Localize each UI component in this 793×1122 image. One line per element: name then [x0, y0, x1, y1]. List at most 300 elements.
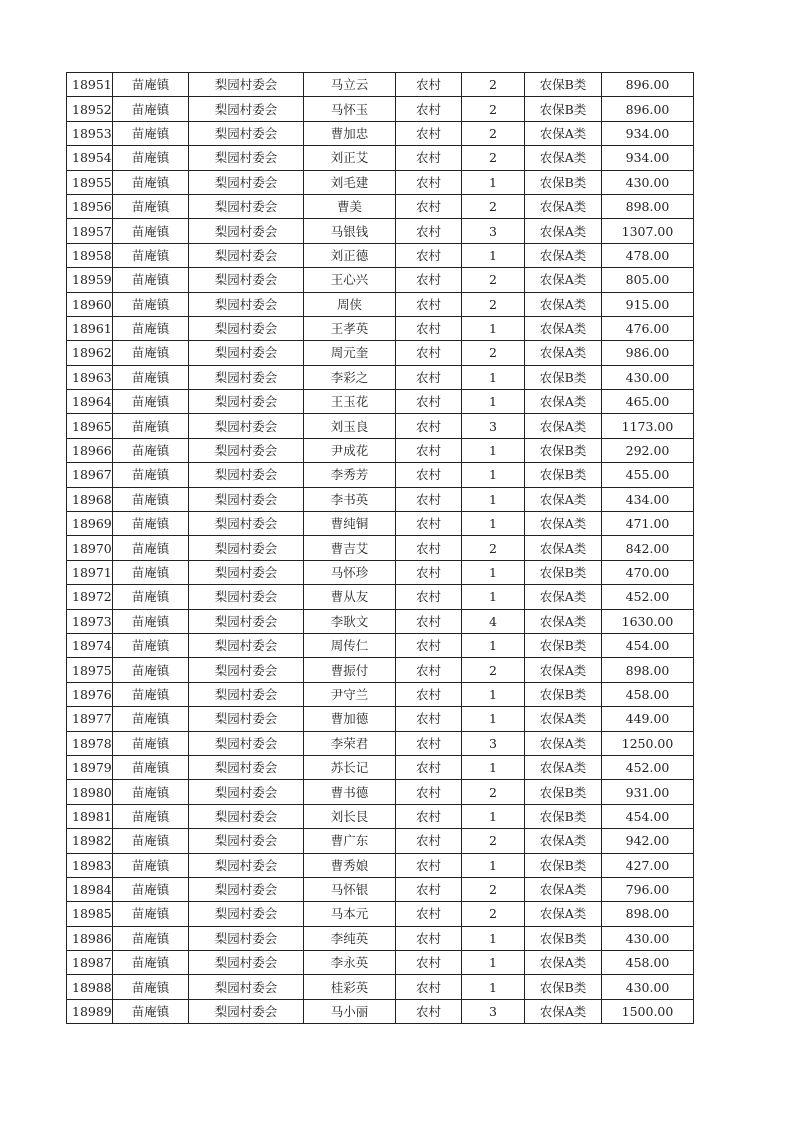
table-row	[67, 438, 694, 462]
table-row	[67, 804, 694, 828]
household-count-cell: 2	[462, 268, 525, 292]
town-cell: 苗庵镇	[113, 999, 189, 1023]
insurance-category-cell: 农保A类	[525, 194, 602, 218]
amount-cell: 934.00	[602, 121, 694, 145]
amount-cell: 470.00	[602, 560, 694, 584]
row-id-cell: 18970	[67, 536, 113, 560]
person-name-cell: 刘长艮	[304, 804, 396, 828]
row-id-cell: 18981	[67, 804, 113, 828]
amount-cell: 454.00	[602, 633, 694, 657]
table-row	[67, 365, 694, 389]
person-name-cell: 马小丽	[304, 999, 396, 1023]
table-row	[67, 731, 694, 755]
village-committee-cell: 梨园村委会	[189, 97, 304, 121]
village-committee-cell: 梨园村委会	[189, 804, 304, 828]
town-cell: 苗庵镇	[113, 73, 189, 97]
village-committee-cell: 梨园村委会	[189, 170, 304, 194]
insurance-category-cell: 农保A类	[525, 243, 602, 267]
village-committee-cell: 梨园村委会	[189, 341, 304, 365]
town-cell: 苗庵镇	[113, 560, 189, 584]
insurance-category-cell: 农保A类	[525, 268, 602, 292]
town-cell: 苗庵镇	[113, 877, 189, 901]
area-type-cell: 农村	[396, 755, 462, 779]
village-committee-cell: 梨园村委会	[189, 463, 304, 487]
person-name-cell: 曹吉艾	[304, 536, 396, 560]
person-name-cell: 周传仁	[304, 633, 396, 657]
row-id-cell: 18976	[67, 682, 113, 706]
data-table	[66, 72, 694, 1024]
insurance-category-cell: 农保B类	[525, 633, 602, 657]
person-name-cell: 刘玉良	[304, 414, 396, 438]
village-committee-cell: 梨园村委会	[189, 633, 304, 657]
village-committee-cell: 梨园村委会	[189, 219, 304, 243]
amount-cell: 842.00	[602, 536, 694, 560]
town-cell: 苗庵镇	[113, 463, 189, 487]
table-row	[67, 633, 694, 657]
amount-cell: 449.00	[602, 707, 694, 731]
village-committee-cell: 梨园村委会	[189, 536, 304, 560]
amount-cell: 430.00	[602, 170, 694, 194]
town-cell: 苗庵镇	[113, 170, 189, 194]
area-type-cell: 农村	[396, 97, 462, 121]
village-committee-cell: 梨园村委会	[189, 658, 304, 682]
town-cell: 苗庵镇	[113, 926, 189, 950]
table-row	[67, 219, 694, 243]
person-name-cell: 苏长记	[304, 755, 396, 779]
insurance-category-cell: 农保A类	[525, 390, 602, 414]
table-row	[67, 268, 694, 292]
area-type-cell: 农村	[396, 390, 462, 414]
table-row	[67, 975, 694, 999]
household-count-cell: 2	[462, 121, 525, 145]
area-type-cell: 农村	[396, 975, 462, 999]
village-committee-cell: 梨园村委会	[189, 853, 304, 877]
person-name-cell: 曹从友	[304, 585, 396, 609]
amount-cell: 1307.00	[602, 219, 694, 243]
area-type-cell: 农村	[396, 682, 462, 706]
household-count-cell: 1	[462, 951, 525, 975]
town-cell: 苗庵镇	[113, 487, 189, 511]
row-id-cell: 18969	[67, 512, 113, 536]
area-type-cell: 农村	[396, 170, 462, 194]
person-name-cell: 曹美	[304, 194, 396, 218]
row-id-cell: 18954	[67, 146, 113, 170]
insurance-category-cell: 农保A类	[525, 707, 602, 731]
village-committee-cell: 梨园村委会	[189, 780, 304, 804]
amount-cell: 915.00	[602, 292, 694, 316]
town-cell: 苗庵镇	[113, 219, 189, 243]
amount-cell: 898.00	[602, 902, 694, 926]
amount-cell: 1250.00	[602, 731, 694, 755]
amount-cell: 458.00	[602, 682, 694, 706]
village-committee-cell: 梨园村委会	[189, 829, 304, 853]
town-cell: 苗庵镇	[113, 194, 189, 218]
area-type-cell: 农村	[396, 292, 462, 316]
table-row	[67, 487, 694, 511]
town-cell: 苗庵镇	[113, 536, 189, 560]
insurance-category-cell: 农保A类	[525, 658, 602, 682]
table-body	[67, 73, 694, 1024]
amount-cell: 476.00	[602, 316, 694, 340]
household-count-cell: 2	[462, 536, 525, 560]
person-name-cell: 李永英	[304, 951, 396, 975]
household-count-cell: 1	[462, 707, 525, 731]
amount-cell: 898.00	[602, 658, 694, 682]
row-id-cell: 18957	[67, 219, 113, 243]
person-name-cell: 曹加德	[304, 707, 396, 731]
household-count-cell: 1	[462, 585, 525, 609]
amount-cell: 896.00	[602, 73, 694, 97]
amount-cell: 455.00	[602, 463, 694, 487]
row-id-cell: 18951	[67, 73, 113, 97]
amount-cell: 434.00	[602, 487, 694, 511]
village-committee-cell: 梨园村委会	[189, 560, 304, 584]
household-count-cell: 2	[462, 292, 525, 316]
row-id-cell: 18953	[67, 121, 113, 145]
village-committee-cell: 梨园村委会	[189, 682, 304, 706]
village-committee-cell: 梨园村委会	[189, 731, 304, 755]
area-type-cell: 农村	[396, 512, 462, 536]
table-row	[67, 829, 694, 853]
person-name-cell: 马怀玉	[304, 97, 396, 121]
insurance-category-cell: 农保A类	[525, 512, 602, 536]
insurance-category-cell: 农保A类	[525, 999, 602, 1023]
table-row	[67, 243, 694, 267]
person-name-cell: 李荣君	[304, 731, 396, 755]
person-name-cell: 刘正德	[304, 243, 396, 267]
insurance-category-cell: 农保A类	[525, 341, 602, 365]
village-committee-cell: 梨园村委会	[189, 902, 304, 926]
table-row	[67, 121, 694, 145]
row-id-cell: 18955	[67, 170, 113, 194]
table-row	[67, 97, 694, 121]
row-id-cell: 18973	[67, 609, 113, 633]
row-id-cell: 18989	[67, 999, 113, 1023]
amount-cell: 986.00	[602, 341, 694, 365]
person-name-cell: 曹广东	[304, 829, 396, 853]
row-id-cell: 18958	[67, 243, 113, 267]
village-committee-cell: 梨园村委会	[189, 877, 304, 901]
amount-cell: 458.00	[602, 951, 694, 975]
person-name-cell: 马怀银	[304, 877, 396, 901]
row-id-cell: 18984	[67, 877, 113, 901]
household-count-cell: 1	[462, 390, 525, 414]
table-row	[67, 853, 694, 877]
row-id-cell: 18965	[67, 414, 113, 438]
person-name-cell: 李耿文	[304, 609, 396, 633]
row-id-cell: 18988	[67, 975, 113, 999]
person-name-cell: 刘毛建	[304, 170, 396, 194]
insurance-category-cell: 农保A类	[525, 829, 602, 853]
household-count-cell: 4	[462, 609, 525, 633]
table-row	[67, 682, 694, 706]
person-name-cell: 曹纯铜	[304, 512, 396, 536]
insurance-category-cell: 农保A类	[525, 219, 602, 243]
table-row	[67, 999, 694, 1023]
insurance-category-cell: 农保B类	[525, 365, 602, 389]
town-cell: 苗庵镇	[113, 316, 189, 340]
table-row	[67, 560, 694, 584]
area-type-cell: 农村	[396, 121, 462, 145]
area-type-cell: 农村	[396, 877, 462, 901]
amount-cell: 430.00	[602, 926, 694, 950]
area-type-cell: 农村	[396, 585, 462, 609]
household-count-cell: 1	[462, 365, 525, 389]
person-name-cell: 刘正艾	[304, 146, 396, 170]
town-cell: 苗庵镇	[113, 121, 189, 145]
amount-cell: 427.00	[602, 853, 694, 877]
household-count-cell: 1	[462, 853, 525, 877]
area-type-cell: 农村	[396, 487, 462, 511]
village-committee-cell: 梨园村委会	[189, 707, 304, 731]
row-id-cell: 18982	[67, 829, 113, 853]
household-count-cell: 2	[462, 902, 525, 926]
table-row	[67, 877, 694, 901]
village-committee-cell: 梨园村委会	[189, 438, 304, 462]
person-name-cell: 曹秀娘	[304, 853, 396, 877]
area-type-cell: 农村	[396, 853, 462, 877]
table-row	[67, 414, 694, 438]
row-id-cell: 18963	[67, 365, 113, 389]
area-type-cell: 农村	[396, 316, 462, 340]
town-cell: 苗庵镇	[113, 853, 189, 877]
amount-cell: 898.00	[602, 194, 694, 218]
household-count-cell: 1	[462, 316, 525, 340]
row-id-cell: 18979	[67, 755, 113, 779]
insurance-category-cell: 农保B类	[525, 853, 602, 877]
town-cell: 苗庵镇	[113, 658, 189, 682]
row-id-cell: 18974	[67, 633, 113, 657]
table-row	[67, 536, 694, 560]
insurance-category-cell: 农保B类	[525, 780, 602, 804]
insurance-category-cell: 农保A类	[525, 292, 602, 316]
village-committee-cell: 梨园村委会	[189, 755, 304, 779]
person-name-cell: 王心兴	[304, 268, 396, 292]
row-id-cell: 18972	[67, 585, 113, 609]
insurance-category-cell: 农保A类	[525, 536, 602, 560]
area-type-cell: 农村	[396, 341, 462, 365]
amount-cell: 465.00	[602, 390, 694, 414]
area-type-cell: 农村	[396, 438, 462, 462]
area-type-cell: 农村	[396, 219, 462, 243]
row-id-cell: 18968	[67, 487, 113, 511]
person-name-cell: 曹书德	[304, 780, 396, 804]
area-type-cell: 农村	[396, 414, 462, 438]
town-cell: 苗庵镇	[113, 804, 189, 828]
town-cell: 苗庵镇	[113, 97, 189, 121]
household-count-cell: 3	[462, 731, 525, 755]
town-cell: 苗庵镇	[113, 365, 189, 389]
person-name-cell: 周侠	[304, 292, 396, 316]
household-count-cell: 1	[462, 487, 525, 511]
insurance-category-cell: 农保A类	[525, 755, 602, 779]
area-type-cell: 农村	[396, 804, 462, 828]
town-cell: 苗庵镇	[113, 682, 189, 706]
amount-cell: 1500.00	[602, 999, 694, 1023]
household-count-cell: 1	[462, 755, 525, 779]
row-id-cell: 18983	[67, 853, 113, 877]
amount-cell: 931.00	[602, 780, 694, 804]
insurance-category-cell: 农保A类	[525, 121, 602, 145]
village-committee-cell: 梨园村委会	[189, 926, 304, 950]
row-id-cell: 18985	[67, 902, 113, 926]
town-cell: 苗庵镇	[113, 585, 189, 609]
row-id-cell: 18975	[67, 658, 113, 682]
table-row	[67, 512, 694, 536]
amount-cell: 471.00	[602, 512, 694, 536]
table-row	[67, 585, 694, 609]
area-type-cell: 农村	[396, 926, 462, 950]
amount-cell: 452.00	[602, 755, 694, 779]
person-name-cell: 李秀芳	[304, 463, 396, 487]
village-committee-cell: 梨园村委会	[189, 414, 304, 438]
person-name-cell: 李彩之	[304, 365, 396, 389]
village-committee-cell: 梨园村委会	[189, 292, 304, 316]
household-count-cell: 1	[462, 926, 525, 950]
amount-cell: 430.00	[602, 975, 694, 999]
area-type-cell: 农村	[396, 999, 462, 1023]
area-type-cell: 农村	[396, 73, 462, 97]
amount-cell: 452.00	[602, 585, 694, 609]
insurance-category-cell: 农保B类	[525, 804, 602, 828]
area-type-cell: 农村	[396, 951, 462, 975]
amount-cell: 1630.00	[602, 609, 694, 633]
row-id-cell: 18960	[67, 292, 113, 316]
area-type-cell: 农村	[396, 609, 462, 633]
village-committee-cell: 梨园村委会	[189, 609, 304, 633]
amount-cell: 454.00	[602, 804, 694, 828]
village-committee-cell: 梨园村委会	[189, 975, 304, 999]
row-id-cell: 18959	[67, 268, 113, 292]
town-cell: 苗庵镇	[113, 707, 189, 731]
table-row	[67, 707, 694, 731]
amount-cell: 478.00	[602, 243, 694, 267]
area-type-cell: 农村	[396, 536, 462, 560]
household-count-cell: 1	[462, 682, 525, 706]
table-row	[67, 609, 694, 633]
table-row	[67, 926, 694, 950]
household-count-cell: 1	[462, 463, 525, 487]
insurance-category-cell: 农保B类	[525, 438, 602, 462]
person-name-cell: 李纯英	[304, 926, 396, 950]
area-type-cell: 农村	[396, 243, 462, 267]
area-type-cell: 农村	[396, 780, 462, 804]
insurance-category-cell: 农保B类	[525, 73, 602, 97]
town-cell: 苗庵镇	[113, 829, 189, 853]
person-name-cell: 曹加忠	[304, 121, 396, 145]
insurance-category-cell: 农保B类	[525, 463, 602, 487]
insurance-category-cell: 农保B类	[525, 926, 602, 950]
table-row	[67, 73, 694, 97]
area-type-cell: 农村	[396, 658, 462, 682]
household-count-cell: 2	[462, 877, 525, 901]
row-id-cell: 18980	[67, 780, 113, 804]
town-cell: 苗庵镇	[113, 755, 189, 779]
table-row	[67, 902, 694, 926]
household-count-cell: 1	[462, 975, 525, 999]
person-name-cell: 王孝英	[304, 316, 396, 340]
town-cell: 苗庵镇	[113, 146, 189, 170]
insurance-category-cell: 农保A类	[525, 731, 602, 755]
village-committee-cell: 梨园村委会	[189, 585, 304, 609]
household-count-cell: 1	[462, 512, 525, 536]
village-committee-cell: 梨园村委会	[189, 121, 304, 145]
insurance-category-cell: 农保A类	[525, 877, 602, 901]
area-type-cell: 农村	[396, 633, 462, 657]
village-committee-cell: 梨园村委会	[189, 268, 304, 292]
town-cell: 苗庵镇	[113, 414, 189, 438]
amount-cell: 796.00	[602, 877, 694, 901]
household-count-cell: 2	[462, 829, 525, 853]
insurance-category-cell: 农保A类	[525, 487, 602, 511]
insurance-category-cell: 农保A类	[525, 316, 602, 340]
village-committee-cell: 梨园村委会	[189, 365, 304, 389]
town-cell: 苗庵镇	[113, 243, 189, 267]
village-committee-cell: 梨园村委会	[189, 487, 304, 511]
insurance-category-cell: 农保B类	[525, 975, 602, 999]
village-committee-cell: 梨园村委会	[189, 390, 304, 414]
insurance-category-cell: 农保A类	[525, 902, 602, 926]
village-committee-cell: 梨园村委会	[189, 243, 304, 267]
area-type-cell: 农村	[396, 463, 462, 487]
village-committee-cell: 梨园村委会	[189, 146, 304, 170]
area-type-cell: 农村	[396, 707, 462, 731]
person-name-cell: 马银钱	[304, 219, 396, 243]
table-row	[67, 390, 694, 414]
town-cell: 苗庵镇	[113, 731, 189, 755]
village-committee-cell: 梨园村委会	[189, 73, 304, 97]
household-count-cell: 3	[462, 414, 525, 438]
table-row	[67, 146, 694, 170]
town-cell: 苗庵镇	[113, 268, 189, 292]
household-count-cell: 1	[462, 804, 525, 828]
table-row	[67, 951, 694, 975]
row-id-cell: 18952	[67, 97, 113, 121]
household-count-cell: 2	[462, 73, 525, 97]
row-id-cell: 18987	[67, 951, 113, 975]
village-committee-cell: 梨园村委会	[189, 951, 304, 975]
person-name-cell: 马怀珍	[304, 560, 396, 584]
row-id-cell: 18962	[67, 341, 113, 365]
town-cell: 苗庵镇	[113, 951, 189, 975]
person-name-cell: 桂彩英	[304, 975, 396, 999]
table-row	[67, 194, 694, 218]
person-name-cell: 曹振付	[304, 658, 396, 682]
insurance-category-cell: 农保B类	[525, 560, 602, 584]
person-name-cell: 周元奎	[304, 341, 396, 365]
person-name-cell: 马本元	[304, 902, 396, 926]
area-type-cell: 农村	[396, 829, 462, 853]
table-row	[67, 292, 694, 316]
insurance-category-cell: 农保A类	[525, 609, 602, 633]
person-name-cell: 马立云	[304, 73, 396, 97]
area-type-cell: 农村	[396, 194, 462, 218]
village-committee-cell: 梨园村委会	[189, 512, 304, 536]
row-id-cell: 18961	[67, 316, 113, 340]
row-id-cell: 18971	[67, 560, 113, 584]
row-id-cell: 18977	[67, 707, 113, 731]
area-type-cell: 农村	[396, 365, 462, 389]
area-type-cell: 农村	[396, 146, 462, 170]
town-cell: 苗庵镇	[113, 512, 189, 536]
town-cell: 苗庵镇	[113, 438, 189, 462]
town-cell: 苗庵镇	[113, 902, 189, 926]
household-count-cell: 1	[462, 243, 525, 267]
amount-cell: 896.00	[602, 97, 694, 121]
village-committee-cell: 梨园村委会	[189, 316, 304, 340]
person-name-cell: 尹守兰	[304, 682, 396, 706]
town-cell: 苗庵镇	[113, 975, 189, 999]
